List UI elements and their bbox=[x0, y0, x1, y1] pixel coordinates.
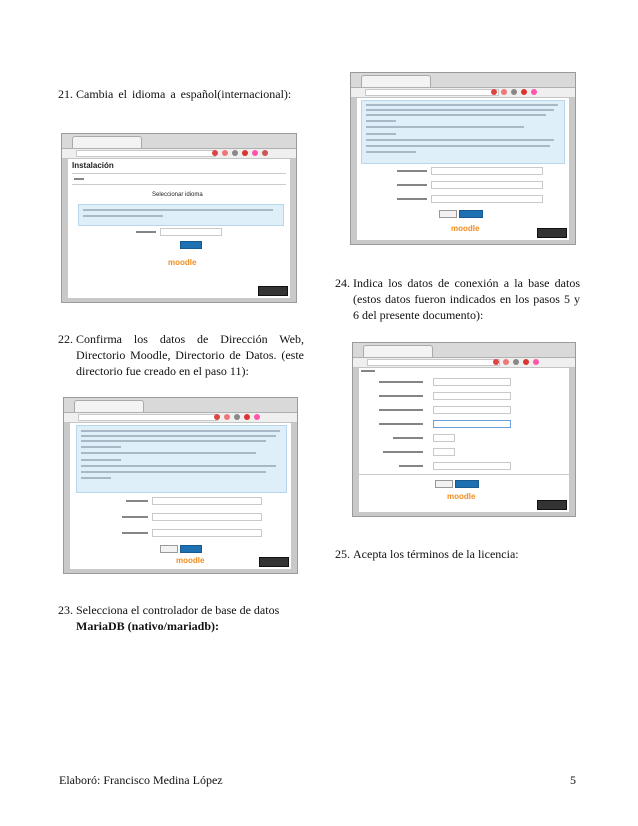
step-22 bbox=[58, 331, 304, 379]
url-field bbox=[78, 414, 218, 421]
screenshot-db-driver bbox=[350, 72, 576, 245]
step-21 bbox=[58, 86, 304, 102]
next-button[interactable] bbox=[459, 210, 483, 218]
data-dir-field[interactable] bbox=[152, 529, 262, 537]
next-button[interactable] bbox=[180, 545, 202, 553]
screenshot-db-connection bbox=[352, 342, 576, 517]
browser-tab bbox=[363, 345, 433, 357]
extension-icon bbox=[501, 89, 507, 95]
step-24 bbox=[335, 275, 580, 323]
moodle-logo: moodle bbox=[176, 556, 205, 565]
url-field bbox=[76, 150, 216, 157]
field-label bbox=[397, 170, 427, 172]
field-label bbox=[361, 370, 375, 372]
step-number: 24. bbox=[335, 276, 350, 290]
db-name-field[interactable] bbox=[433, 392, 511, 400]
info-text-line bbox=[81, 471, 266, 473]
step-number: 25. bbox=[335, 547, 350, 561]
extension-icon bbox=[232, 150, 238, 156]
extension-icon bbox=[212, 150, 218, 156]
step-text-block bbox=[76, 602, 308, 634]
info-text-line bbox=[81, 452, 256, 454]
step-number: 21. bbox=[58, 87, 73, 101]
extension-icon bbox=[511, 89, 517, 95]
field-label bbox=[122, 516, 148, 518]
extension-icon bbox=[493, 359, 499, 365]
field-label bbox=[393, 437, 423, 439]
address-bar bbox=[62, 149, 296, 159]
step-23 bbox=[58, 602, 308, 634]
screenshot-confirm-paths bbox=[63, 397, 298, 574]
address-bar bbox=[64, 413, 297, 423]
web-address-field[interactable] bbox=[431, 167, 543, 175]
info-text-line bbox=[81, 477, 111, 479]
field-label bbox=[136, 231, 156, 233]
field-label bbox=[379, 381, 423, 383]
extension-icon bbox=[523, 359, 529, 365]
browser-tabbar bbox=[351, 73, 575, 88]
extension-icon bbox=[214, 414, 220, 420]
browser-tabbar bbox=[62, 134, 296, 149]
info-box bbox=[361, 100, 565, 164]
data-dir-field[interactable] bbox=[431, 195, 543, 203]
info-text-line bbox=[81, 435, 276, 437]
url-field bbox=[365, 89, 499, 96]
extension-icon bbox=[254, 414, 260, 420]
info-text-line bbox=[366, 104, 558, 106]
step-text: Indica los datos de conexión a la base datos (estos datos fueron indicados en los pasos 5 y 6 del presente documento): bbox=[353, 276, 580, 322]
info-text-line bbox=[366, 133, 396, 135]
db-password-field[interactable] bbox=[433, 420, 511, 428]
info-text-line bbox=[81, 440, 266, 442]
moodle-page bbox=[68, 159, 290, 298]
unix-socket-field[interactable] bbox=[433, 462, 511, 470]
browser-tab bbox=[72, 136, 142, 148]
language-badge bbox=[259, 557, 289, 567]
step-number: 23. bbox=[58, 603, 73, 617]
step-bold-text: MariaDB (nativo/mariadb): bbox=[76, 619, 219, 633]
footer-author: Elaboró: Francisco Medina López bbox=[59, 773, 223, 787]
extension-icon bbox=[491, 89, 497, 95]
page-number: 5 bbox=[570, 773, 576, 787]
extension-icon bbox=[222, 150, 228, 156]
extension-icon bbox=[503, 359, 509, 365]
previous-button[interactable] bbox=[435, 480, 453, 488]
field-label bbox=[379, 395, 423, 397]
extension-icon bbox=[242, 150, 248, 156]
step-text: Selecciona el controlador de base de datos bbox=[76, 603, 280, 617]
moodle-logo: moodle bbox=[168, 258, 197, 267]
extension-icon bbox=[533, 359, 539, 365]
step-number: 22. bbox=[58, 332, 73, 346]
db-host-field[interactable] bbox=[433, 378, 511, 386]
previous-button[interactable] bbox=[160, 545, 178, 553]
info-box bbox=[76, 425, 287, 493]
field-label bbox=[399, 465, 423, 467]
moodle-dir-field[interactable] bbox=[431, 181, 543, 189]
screenshot-select-language bbox=[61, 133, 297, 303]
info-text-line bbox=[81, 465, 276, 467]
field-label bbox=[379, 423, 423, 425]
table-prefix-field[interactable] bbox=[433, 434, 455, 442]
info-text-line bbox=[366, 151, 416, 153]
info-text-line bbox=[81, 446, 121, 448]
extension-icon bbox=[244, 414, 250, 420]
info-text-line bbox=[366, 114, 546, 116]
info-text-line bbox=[366, 120, 396, 122]
divider bbox=[72, 173, 286, 174]
moodle-logo: moodle bbox=[451, 224, 480, 233]
extension-icon bbox=[513, 359, 519, 365]
next-button[interactable] bbox=[455, 480, 479, 488]
extension-icon bbox=[521, 89, 527, 95]
field-label bbox=[379, 409, 423, 411]
info-text-line bbox=[83, 215, 163, 217]
field-label bbox=[397, 184, 427, 186]
info-text-line bbox=[81, 430, 280, 432]
language-select[interactable] bbox=[160, 228, 222, 236]
moodle-page bbox=[359, 368, 569, 512]
step-text: Acepta los términos de la licencia: bbox=[353, 547, 519, 561]
db-user-field[interactable] bbox=[433, 406, 511, 414]
info-text-line bbox=[366, 126, 524, 128]
field-label bbox=[383, 451, 423, 453]
next-button[interactable] bbox=[180, 241, 202, 249]
moodle-logo: moodle bbox=[447, 492, 476, 501]
info-text-line bbox=[366, 139, 554, 141]
step-text: Cambia el idioma a español(internacional): bbox=[76, 87, 292, 101]
divider bbox=[359, 474, 569, 475]
language-badge bbox=[537, 228, 567, 238]
info-box bbox=[78, 204, 284, 226]
step-text: Confirma los datos de Dirección Web, Directorio Moodle, Directorio de Datos. (este directorio fue creado en el paso 11): bbox=[76, 332, 304, 378]
db-port-field[interactable] bbox=[433, 448, 455, 456]
extension-icon bbox=[531, 89, 537, 95]
lang-label bbox=[74, 178, 84, 180]
address-bar bbox=[353, 358, 575, 368]
moodle-page bbox=[357, 98, 569, 240]
step-25 bbox=[335, 546, 580, 562]
browser-tabbar bbox=[353, 343, 575, 358]
info-text-line bbox=[366, 145, 550, 147]
browser-tabbar bbox=[64, 398, 297, 413]
field-label bbox=[122, 532, 148, 534]
address-bar bbox=[351, 88, 575, 98]
divider bbox=[72, 184, 286, 185]
browser-tab bbox=[74, 400, 144, 412]
previous-button[interactable] bbox=[439, 210, 457, 218]
extension-icon bbox=[234, 414, 240, 420]
moodle-dir-field[interactable] bbox=[152, 513, 262, 521]
browser-tab bbox=[361, 75, 431, 87]
url-field bbox=[367, 359, 500, 366]
web-address-field[interactable] bbox=[152, 497, 262, 505]
extension-icon bbox=[252, 150, 258, 156]
section-heading: Seleccionar idioma bbox=[152, 192, 203, 198]
extension-icon bbox=[224, 414, 230, 420]
info-text-line bbox=[366, 109, 554, 111]
moodle-page bbox=[70, 423, 291, 569]
field-label bbox=[126, 500, 148, 502]
info-text-line bbox=[81, 459, 121, 461]
language-badge bbox=[258, 286, 288, 296]
page-heading: Instalación bbox=[72, 161, 114, 170]
language-badge bbox=[537, 500, 567, 510]
field-label bbox=[397, 198, 427, 200]
extension-icon bbox=[262, 150, 268, 156]
info-text-line bbox=[83, 209, 273, 211]
